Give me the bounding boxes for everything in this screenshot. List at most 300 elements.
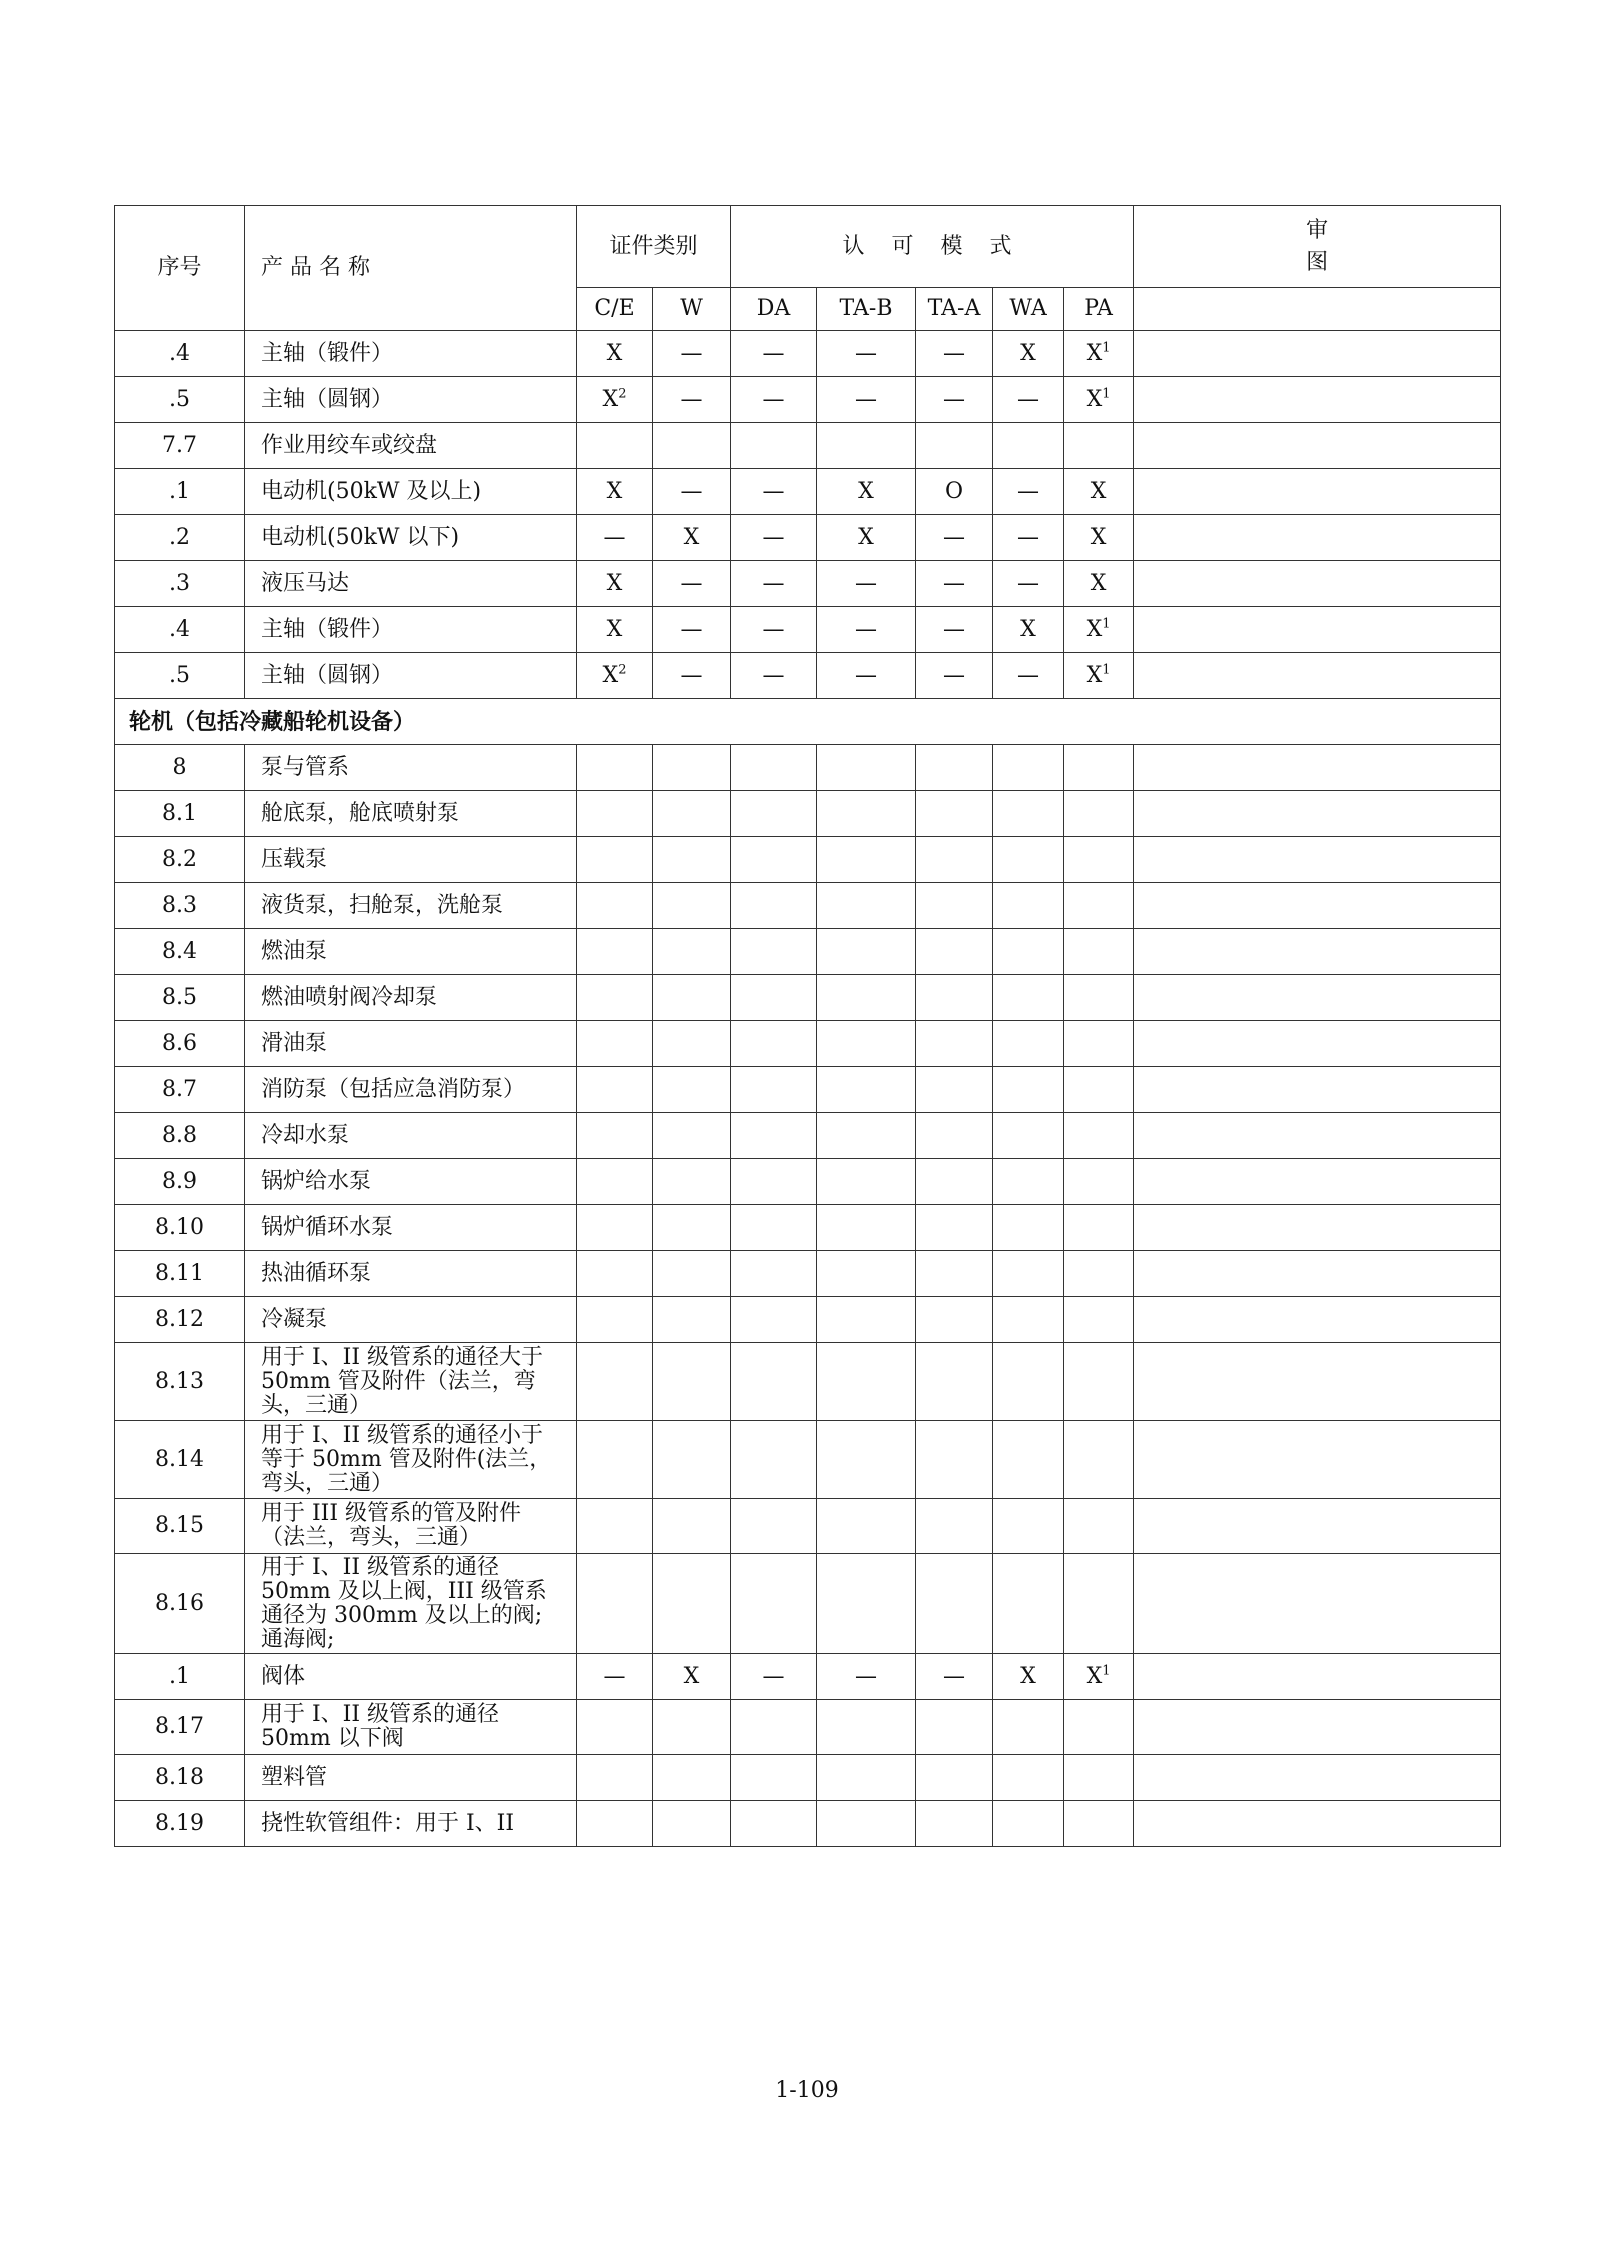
cell-da: —: [731, 653, 817, 699]
cell-ce: [577, 1343, 653, 1421]
cell-ta-a: [916, 1113, 993, 1159]
cell-pa: [1064, 1251, 1134, 1297]
cell-remarks: [1134, 791, 1501, 837]
cell-pa: [1064, 1554, 1134, 1654]
cell-ce: [577, 929, 653, 975]
cell-ta-a: [916, 1801, 993, 1847]
product-name-line: 热油循环泵: [261, 1261, 372, 1286]
cell-ce: [577, 1700, 653, 1755]
product-name: [245, 331, 577, 377]
cell-remarks: [1134, 1159, 1501, 1205]
cell-ta-b: X: [817, 469, 916, 515]
product-name: [245, 1113, 577, 1159]
product-name: [245, 1755, 577, 1801]
cell-pa: [1064, 1113, 1134, 1159]
cell-ta-a: [916, 1755, 993, 1801]
table-row: [115, 607, 1501, 653]
product-name: [245, 1554, 577, 1654]
row-number: .4: [115, 607, 245, 653]
cell-remarks: [1134, 929, 1501, 975]
cell-da: [731, 883, 817, 929]
product-name-line: 主轴（圆钢）: [261, 387, 394, 412]
cell-ta-b: [817, 1113, 916, 1159]
cell-remarks: [1134, 1755, 1501, 1801]
approval-table: [114, 205, 1501, 1847]
cell-pa: [1064, 837, 1134, 883]
cell-da: [731, 1159, 817, 1205]
cell-w: [653, 1755, 731, 1801]
cell-remarks: [1134, 975, 1501, 1021]
row-number: .4: [115, 331, 245, 377]
cell-ta-b: [817, 1499, 916, 1554]
row-number: 8: [115, 745, 245, 791]
cell-ce: [577, 1554, 653, 1654]
cell-da: [731, 1801, 817, 1847]
table-row: [115, 1700, 1501, 1755]
header-col-ta-b: TA-B: [817, 288, 916, 331]
cell-ce: [577, 791, 653, 837]
cell-wa: [993, 791, 1064, 837]
cell-wa: X: [993, 331, 1064, 377]
cell-pa: $X^1$: [1064, 1654, 1134, 1700]
row-number: 8.9: [115, 1159, 245, 1205]
table-row: [115, 377, 1501, 423]
row-number: .1: [115, 1654, 245, 1700]
cell-w: [653, 1297, 731, 1343]
cell-pa: [1064, 1700, 1134, 1755]
product-name-line: 弯头，三通）: [261, 1470, 394, 1496]
cell-pa: $X^1$: [1064, 653, 1134, 699]
cell-ce: X: [577, 331, 653, 377]
product-name-line: 头，三通）: [261, 1392, 372, 1418]
product-name: [245, 1801, 577, 1847]
cell-ta-a: [916, 929, 993, 975]
header-col-da: DA: [731, 288, 817, 331]
cell-ta-a: —: [916, 515, 993, 561]
table-body: [115, 331, 1501, 1847]
header-approval-mode: 认 可 模 式: [731, 206, 1134, 288]
footnote-ref: 2: [618, 386, 627, 402]
footnote-ref: 1: [1102, 340, 1111, 356]
cell-remarks: [1134, 607, 1501, 653]
cell-da: [731, 1021, 817, 1067]
cell-ce: [577, 1067, 653, 1113]
product-name: [245, 745, 577, 791]
product-name: [245, 837, 577, 883]
cell-ce: $X^2$: [577, 377, 653, 423]
product-name-line: 通径为 300mm 及以上的阀;: [261, 1602, 543, 1628]
cell-wa: [993, 1113, 1064, 1159]
cell-da: [731, 1067, 817, 1113]
cell-wa: [993, 745, 1064, 791]
product-name: [245, 1700, 577, 1755]
product-name: [245, 791, 577, 837]
cell-ta-b: —: [817, 377, 916, 423]
product-name-line: 滑油泵: [261, 1031, 328, 1056]
header-seq: 序号: [115, 206, 245, 331]
product-name-line: 50mm 管及附件（法兰，弯: [261, 1368, 536, 1394]
table-row: [115, 1159, 1501, 1205]
cell-ta-b: —: [817, 607, 916, 653]
cell-w: X: [653, 515, 731, 561]
product-name: [245, 929, 577, 975]
product-name: [245, 377, 577, 423]
table-row: [115, 975, 1501, 1021]
cell-ta-a: [916, 1251, 993, 1297]
row-number: 8.6: [115, 1021, 245, 1067]
header-cert-type: 证件类别: [577, 206, 731, 288]
cell-w: [653, 1159, 731, 1205]
cell-pa: [1064, 1499, 1134, 1554]
product-name-line: 燃油喷射阀冷却泵: [261, 985, 438, 1010]
cell-pa: X: [1064, 515, 1134, 561]
cell-ta-a: [916, 1021, 993, 1067]
cell-wa: X: [993, 607, 1064, 653]
row-number: 8.5: [115, 975, 245, 1021]
footnote-ref: 1: [1102, 1663, 1111, 1679]
cell-pa: [1064, 423, 1134, 469]
cell-remarks: [1134, 1343, 1501, 1421]
product-name-line: 舱底泵，舱底喷射泵: [261, 801, 460, 826]
product-name-line: 用于 I、II 级管系的通径: [261, 1702, 500, 1727]
cell-pa: [1064, 1755, 1134, 1801]
cell-da: [731, 1700, 817, 1755]
product-name-line: 用于 I、II 级管系的通径大于: [261, 1344, 544, 1370]
table-row: [115, 1343, 1501, 1421]
cell-wa: —: [993, 561, 1064, 607]
cell-ce: [577, 1421, 653, 1499]
cell-ta-b: [817, 1251, 916, 1297]
header-review-line2: 图: [1306, 249, 1329, 275]
row-number: .3: [115, 561, 245, 607]
cell-pa: [1064, 929, 1134, 975]
product-name-line: 主轴（锻件）: [261, 617, 394, 642]
row-number: 8.12: [115, 1297, 245, 1343]
cell-da: [731, 1554, 817, 1654]
cell-da: [731, 837, 817, 883]
footnote-ref: 1: [1102, 616, 1111, 632]
cell-remarks: [1134, 1421, 1501, 1499]
product-name: [245, 1159, 577, 1205]
cell-ta-b: [817, 1021, 916, 1067]
product-name-line: 用于 I、II 级管系的通径: [261, 1554, 500, 1580]
cell-wa: [993, 1421, 1064, 1499]
cell-wa: [993, 883, 1064, 929]
cell-ta-b: [817, 1067, 916, 1113]
cell-da: —: [731, 469, 817, 515]
cell-ta-b: [817, 1755, 916, 1801]
cell-w: —: [653, 561, 731, 607]
cell-ta-a: [916, 1343, 993, 1421]
table-row: [115, 561, 1501, 607]
cell-w: —: [653, 653, 731, 699]
cell-w: [653, 929, 731, 975]
product-name-line: 用于 I、II 级管系的通径小于: [261, 1422, 544, 1448]
table-row: [115, 1554, 1501, 1654]
product-name-line: 主轴（锻件）: [261, 341, 394, 366]
cell-ce: [577, 1251, 653, 1297]
cell-wa: [993, 1499, 1064, 1554]
cell-w: [653, 791, 731, 837]
cell-remarks: [1134, 1113, 1501, 1159]
cell-ce: [577, 1499, 653, 1554]
cell-remarks: [1134, 515, 1501, 561]
cell-ta-a: [916, 1554, 993, 1654]
cell-remarks: [1134, 1205, 1501, 1251]
cell-da: —: [731, 607, 817, 653]
row-number: .5: [115, 653, 245, 699]
cell-ta-a: [916, 1421, 993, 1499]
section-row: [115, 699, 1501, 745]
cell-w: —: [653, 607, 731, 653]
cell-ce: [577, 883, 653, 929]
cell-ta-b: —: [817, 1654, 916, 1700]
cell-ta-b: [817, 1205, 916, 1251]
cell-ta-b: —: [817, 331, 916, 377]
cell-w: [653, 1421, 731, 1499]
cell-w: [653, 423, 731, 469]
cell-remarks: [1134, 1297, 1501, 1343]
product-name-line: 冷凝泵: [261, 1307, 328, 1332]
cell-remarks: [1134, 1801, 1501, 1847]
footnote-ref: 1: [1102, 662, 1111, 678]
cell-pa: [1064, 745, 1134, 791]
cell-wa: [993, 929, 1064, 975]
cell-pa: [1064, 1067, 1134, 1113]
product-name: [245, 653, 577, 699]
table-row: [115, 1113, 1501, 1159]
row-number: .2: [115, 515, 245, 561]
cell-da: [731, 745, 817, 791]
table-row: [115, 1205, 1501, 1251]
cell-ce: [577, 1755, 653, 1801]
cell-ta-b: [817, 1343, 916, 1421]
product-name-line: 液压马达: [261, 571, 350, 596]
cell-remarks: [1134, 1021, 1501, 1067]
product-name-line: 作业用绞车或绞盘: [261, 433, 438, 458]
product-name-line: 50mm 以下阀: [261, 1726, 404, 1751]
cell-da: [731, 1297, 817, 1343]
cell-remarks: [1134, 1499, 1501, 1554]
cell-ce: [577, 1801, 653, 1847]
cell-ta-a: [916, 837, 993, 883]
cell-w: [653, 883, 731, 929]
cell-ta-a: —: [916, 1654, 993, 1700]
cell-remarks: [1134, 423, 1501, 469]
cell-ta-b: [817, 929, 916, 975]
product-name-line: 消防泵（包括应急消防泵）: [261, 1077, 526, 1102]
product-name-line: 锅炉给水泵: [261, 1169, 372, 1194]
cell-ta-b: X: [817, 515, 916, 561]
product-name-line: 冷却水泵: [261, 1123, 350, 1148]
cell-da: —: [731, 561, 817, 607]
cell-da: [731, 1205, 817, 1251]
product-name: [245, 1343, 577, 1421]
product-name: [245, 883, 577, 929]
row-number: 8.3: [115, 883, 245, 929]
header-review-line1: 审: [1306, 217, 1329, 243]
cell-wa: [993, 1297, 1064, 1343]
row-number: 8.18: [115, 1755, 245, 1801]
cell-ta-b: [817, 975, 916, 1021]
row-number: 8.8: [115, 1113, 245, 1159]
cell-pa: [1064, 1159, 1134, 1205]
cell-wa: —: [993, 377, 1064, 423]
table-row: [115, 1251, 1501, 1297]
cell-wa: [993, 1755, 1064, 1801]
product-name-line: 通海阀;: [261, 1626, 335, 1652]
row-number: 8.14: [115, 1421, 245, 1499]
header-review: [1134, 206, 1501, 288]
cell-ta-b: [817, 883, 916, 929]
cell-ta-a: [916, 883, 993, 929]
cell-ce: [577, 745, 653, 791]
cell-remarks: [1134, 837, 1501, 883]
table-row: [115, 791, 1501, 837]
cell-da: [731, 1343, 817, 1421]
footnote-ref: 1: [1102, 386, 1111, 402]
cell-wa: —: [993, 515, 1064, 561]
header-product-name: 产 品 名 称: [245, 206, 577, 331]
row-number: 8.2: [115, 837, 245, 883]
cell-pa: [1064, 883, 1134, 929]
product-name: [245, 975, 577, 1021]
cell-pa: [1064, 1421, 1134, 1499]
table-row: [115, 1499, 1501, 1554]
cell-wa: [993, 1801, 1064, 1847]
table-row: [115, 929, 1501, 975]
product-name-line: 泵与管系: [261, 755, 350, 780]
product-name-line: 挠性软管组件：用于 I、II: [261, 1811, 515, 1836]
header-col-w: W: [653, 288, 731, 331]
cell-ta-a: [916, 745, 993, 791]
product-name: [245, 423, 577, 469]
cell-ta-b: —: [817, 561, 916, 607]
product-name: [245, 1499, 577, 1554]
cell-w: [653, 1700, 731, 1755]
row-number: .1: [115, 469, 245, 515]
row-number: 8.16: [115, 1554, 245, 1654]
cell-pa: $X^1$: [1064, 607, 1134, 653]
cell-w: [653, 1554, 731, 1654]
row-number: 8.17: [115, 1700, 245, 1755]
cell-ta-b: [817, 1801, 916, 1847]
cell-remarks: [1134, 745, 1501, 791]
product-name-line: 主轴（圆钢）: [261, 663, 394, 688]
cell-da: —: [731, 377, 817, 423]
row-number: 7.7: [115, 423, 245, 469]
table-row: [115, 469, 1501, 515]
table-row: [115, 515, 1501, 561]
cell-remarks: [1134, 561, 1501, 607]
cell-wa: [993, 837, 1064, 883]
cell-da: —: [731, 515, 817, 561]
cell-pa: X: [1064, 469, 1134, 515]
table-row: [115, 837, 1501, 883]
product-name: [245, 1297, 577, 1343]
product-name-line: 50mm 及以上阀，III 级管系: [261, 1578, 547, 1604]
table-row: [115, 745, 1501, 791]
footnote-ref: 2: [618, 662, 627, 678]
row-number: 8.1: [115, 791, 245, 837]
product-name: [245, 1205, 577, 1251]
cell-ta-a: —: [916, 331, 993, 377]
cell-remarks: [1134, 1700, 1501, 1755]
cell-wa: —: [993, 469, 1064, 515]
cell-ce: [577, 1205, 653, 1251]
cell-w: [653, 745, 731, 791]
cell-ce: [577, 837, 653, 883]
table-row: [115, 883, 1501, 929]
header-col-ta-a: TA-A: [916, 288, 993, 331]
cell-pa: [1064, 1021, 1134, 1067]
cell-ta-a: [916, 1205, 993, 1251]
row-number: .5: [115, 377, 245, 423]
cell-wa: [993, 1159, 1064, 1205]
cell-pa: [1064, 1297, 1134, 1343]
header-col-pa: PA: [1064, 288, 1134, 331]
cell-ta-a: —: [916, 561, 993, 607]
cell-da: [731, 975, 817, 1021]
cell-ta-a: [916, 423, 993, 469]
product-name: [245, 607, 577, 653]
cell-wa: X: [993, 1654, 1064, 1700]
product-name-line: 塑料管: [261, 1765, 328, 1790]
cell-wa: [993, 423, 1064, 469]
cell-da: [731, 1499, 817, 1554]
cell-da: [731, 1251, 817, 1297]
cell-pa: [1064, 1343, 1134, 1421]
cell-wa: [993, 1554, 1064, 1654]
cell-pa: X: [1064, 561, 1134, 607]
cell-ce: [577, 1159, 653, 1205]
product-name-line: （法兰，弯头，三通）: [261, 1525, 482, 1550]
product-name: [245, 469, 577, 515]
cell-remarks: [1134, 653, 1501, 699]
table-row: [115, 423, 1501, 469]
header-row-top: [115, 206, 1501, 288]
cell-ta-b: [817, 1159, 916, 1205]
product-name-line: 电动机(50kW 及以上): [261, 479, 482, 504]
row-number: 8.19: [115, 1801, 245, 1847]
section-label: 轮机（包括冷藏船轮机设备）: [115, 699, 1501, 745]
cell-ce: X: [577, 607, 653, 653]
cell-ta-a: [916, 975, 993, 1021]
cell-pa: [1064, 975, 1134, 1021]
cell-ta-b: [817, 1700, 916, 1755]
cell-ta-a: [916, 1067, 993, 1113]
cell-remarks: [1134, 1654, 1501, 1700]
cell-w: [653, 1205, 731, 1251]
cell-w: —: [653, 331, 731, 377]
cell-remarks: [1134, 883, 1501, 929]
row-number: 8.4: [115, 929, 245, 975]
cell-w: —: [653, 469, 731, 515]
cell-wa: [993, 975, 1064, 1021]
cell-remarks: [1134, 377, 1501, 423]
table-row: [115, 1755, 1501, 1801]
cell-ta-a: —: [916, 653, 993, 699]
cell-ce: [577, 1113, 653, 1159]
cell-wa: [993, 1251, 1064, 1297]
product-name-line: 压载泵: [261, 847, 328, 872]
cell-w: [653, 1499, 731, 1554]
cell-ta-a: O: [916, 469, 993, 515]
cell-ta-b: [817, 423, 916, 469]
product-name: [245, 1251, 577, 1297]
cell-w: —: [653, 377, 731, 423]
cell-w: [653, 837, 731, 883]
